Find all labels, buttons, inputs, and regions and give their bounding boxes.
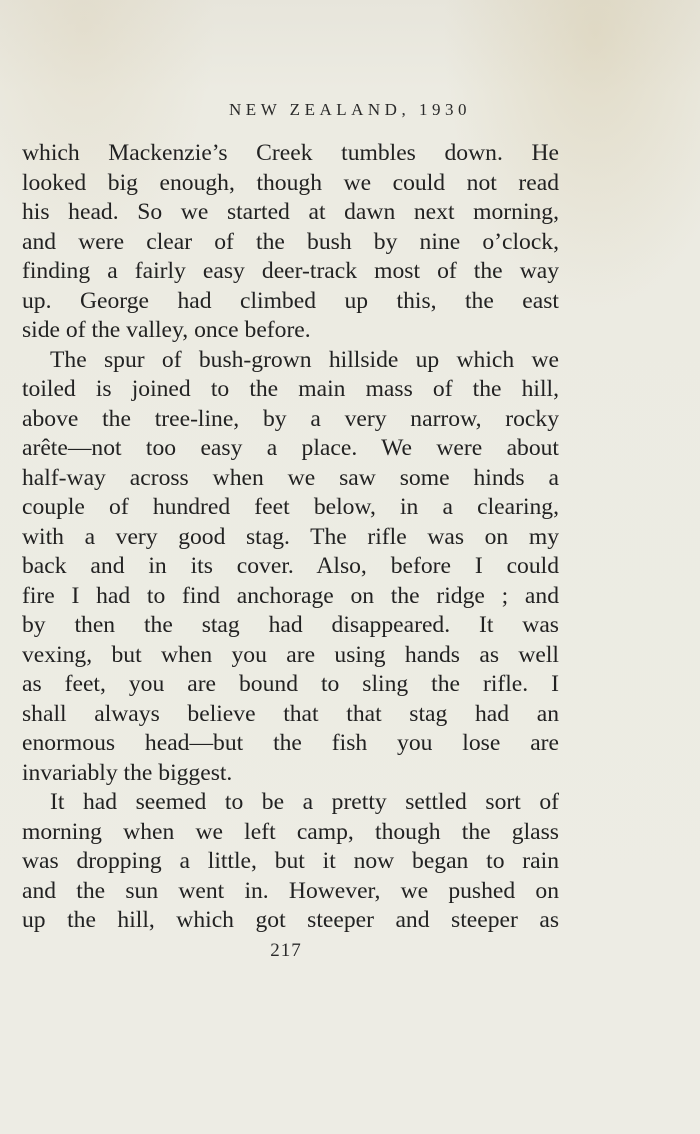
text-line: fire I had to find anchorage on the ridge ; and [22,582,559,609]
text-line: couple of hundred feet below, in a clearing, [22,494,559,520]
page-number: 217 [270,940,302,961]
text-line: up. George had climbed up this, the east [22,287,559,314]
text-line: invariably the biggest. [22,759,233,786]
text-line: side of the valley, once before. [22,317,311,343]
text-line: arête—not too easy a place. We were about [22,435,559,461]
text-line: by then the stag had disappeared. It was [22,612,559,638]
text-line: above the tree-line, by a very narrow, rocky [22,405,559,432]
text-line: morning when we left camp, though the glass [22,818,559,845]
text-line: and were clear of the bush by nine o’clock, [22,228,559,255]
text-line: back and in its cover. Also, before I could [22,553,559,579]
text-line: which Mackenzie’s Creek tumbles down. He [22,140,559,166]
text-line: as feet, you are bound to sling the rifle. I [22,671,559,697]
body-text [22,139,559,936]
text-line: looked big enough, though we could not read [22,169,559,196]
text-line: toiled is joined to the main mass of the hill, [22,376,559,402]
text-line: with a very good stag. The rifle was on my [22,523,559,550]
text-line: half-way across when we saw some hinds a [22,464,559,491]
text-line: his head. So we started at dawn next morning, [22,199,559,225]
text-line: vexing, but when you are using hands as well [22,641,559,668]
text-line: and the sun went in. However, we pushed on [22,877,559,904]
running-head: NEW ZEALAND, 1930 [229,100,471,119]
text-line: finding a fairly easy deer-track most of the way [22,258,559,284]
text-line: enormous head—but the fish you lose are [22,730,559,756]
paragraph-first-line: It had seemed to be a pretty settled sort of [50,789,559,815]
paragraph-first-line: The spur of bush-grown hillside up which we [50,346,559,373]
text-line: shall always believe that that stag had an [22,700,559,727]
text-line: was dropping a little, but it now began to rain [22,848,559,874]
text-line: up the hill, which got steeper and steeper as [22,907,559,933]
